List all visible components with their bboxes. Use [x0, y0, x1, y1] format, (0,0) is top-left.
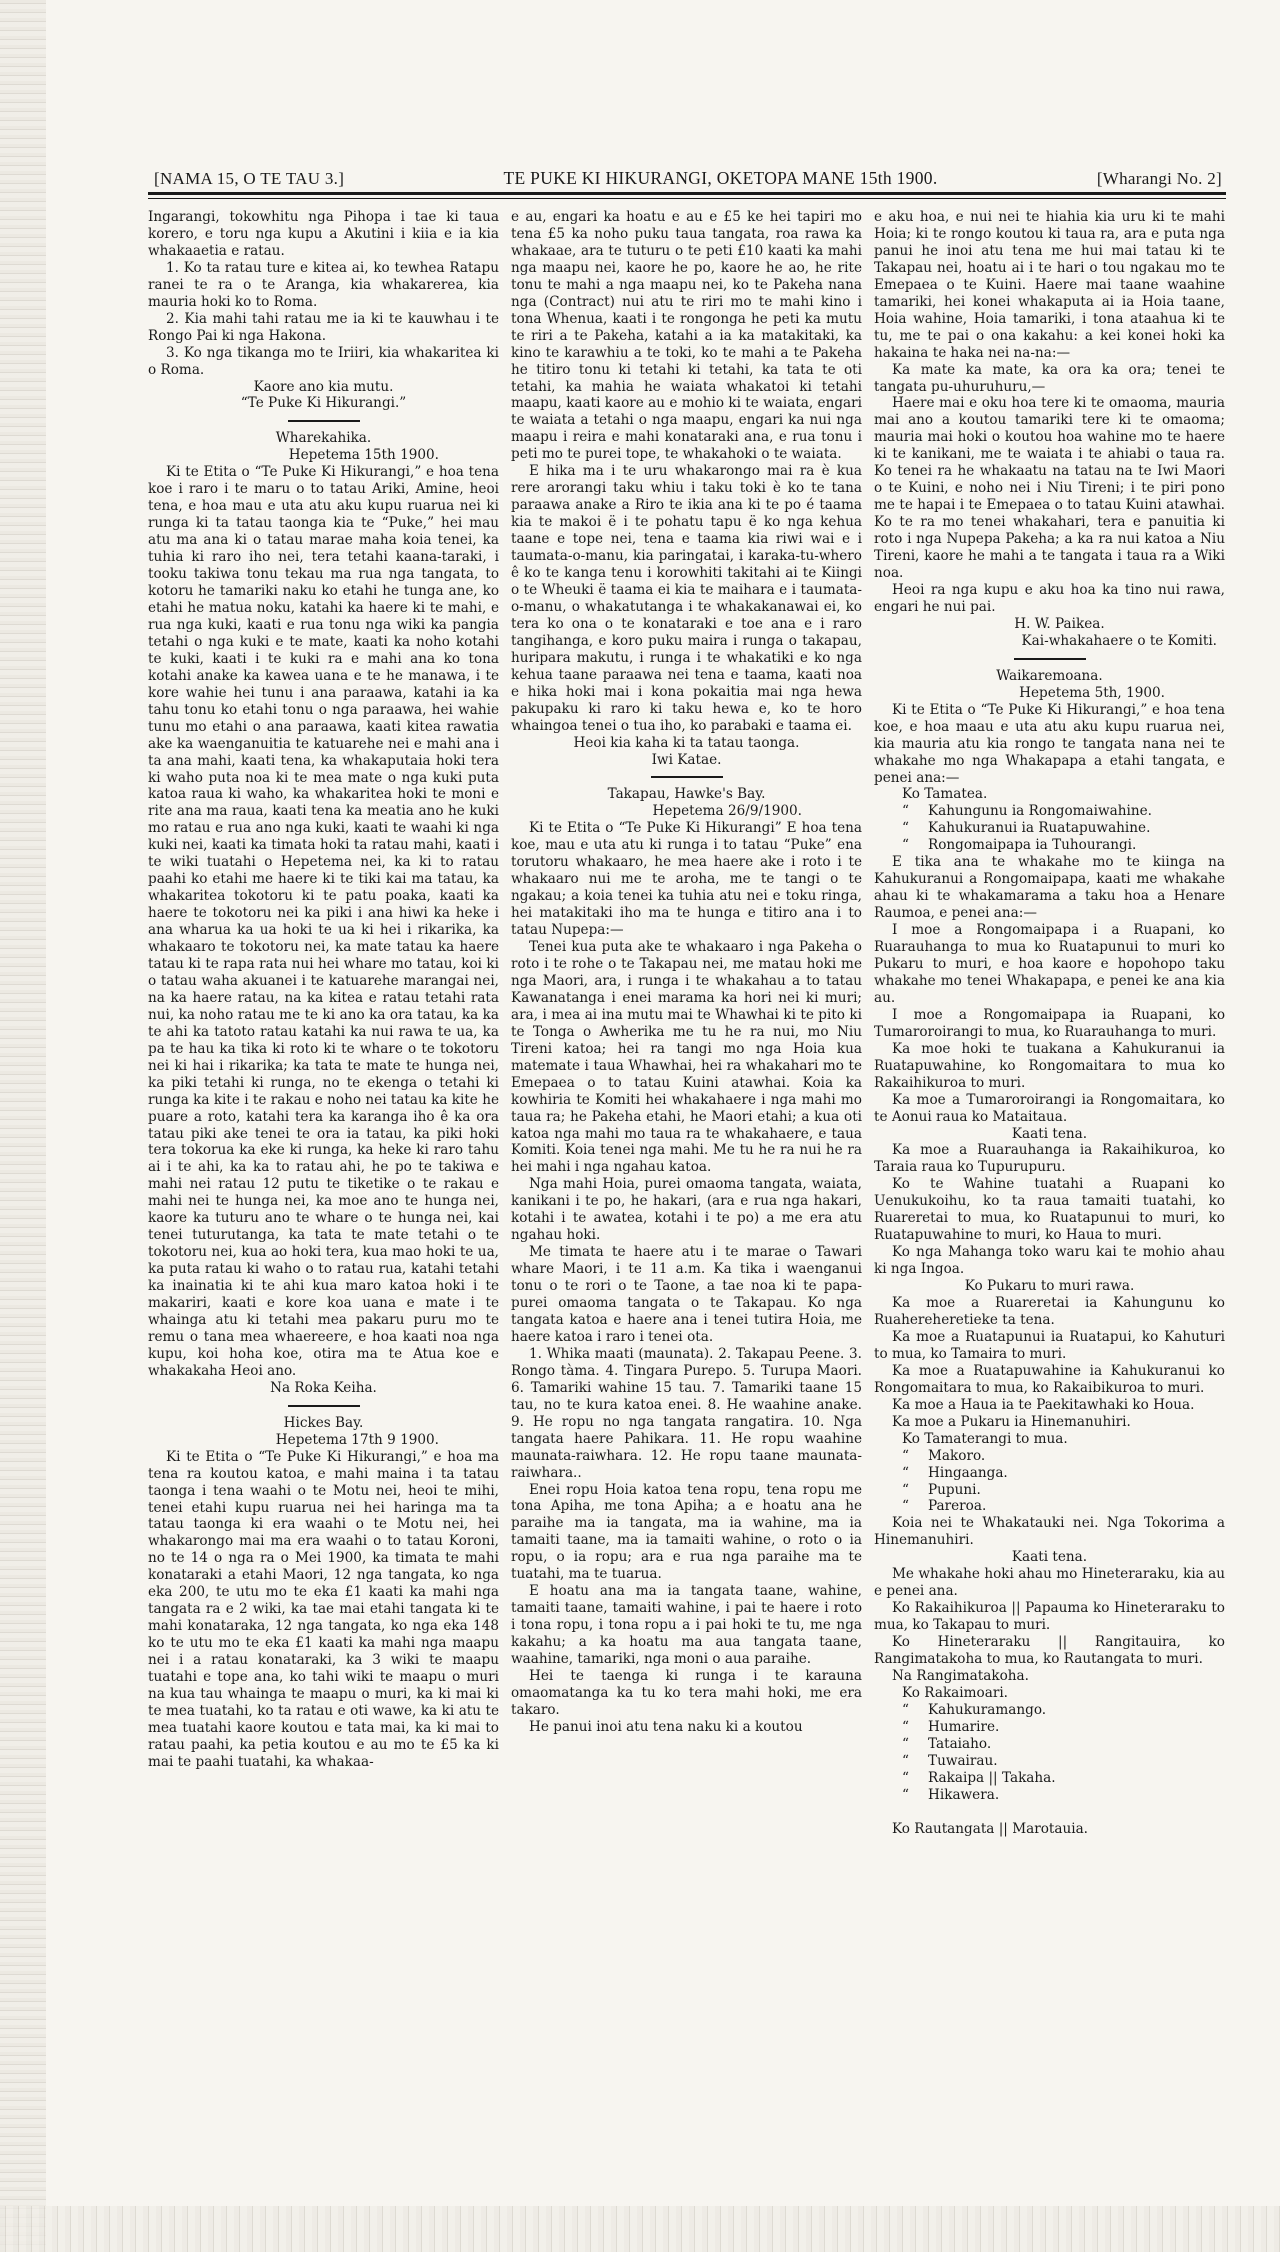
letter-paragraph: Ka moe a Pukaru ia Hinemanuhiri.: [892, 1413, 1131, 1430]
genealogy-line: “ Pupuni.: [902, 1481, 981, 1498]
letter-paragraph: Ka mate ka mate, ka ora ka ora; tenei te tangata pu-uhuruhuru,—: [874, 361, 1225, 395]
letter-paragraph: Heoi ra nga kupu e aku hoa ka tino nui rawa, engari he nui pai.: [874, 581, 1225, 615]
letter-date: Hepetema 5th, 1900.: [1019, 684, 1165, 701]
genealogy-line: “ Kahukuramango.: [902, 1701, 1047, 1718]
letter-paragraph: Koia nei te Whakatauki nei. Nga Tokorima a Hinemanuhiri.: [874, 1515, 1225, 1549]
ditto-mark: “: [902, 1752, 909, 1769]
section-break: Ko Pukaru to muri rawa.: [964, 1278, 1135, 1295]
scan-edge-left: [0, 0, 46, 2252]
letter-paragraph: Ki te Etita o “Te Puke Ki Hikurangi,” e hoa ma tena ra koutou katoa, e mahi maina i ta tatau taonga i tena waahi o te Motu nei, heoi te mihi, tenei etahi kupu ruarua nei hei haringa ma ta tatau taonga ki era waahi o te Motu nei, hei whakarongo mai ma era waahi o to tatau Koroni, no te 14 o nga ra o Mei 1900, ka timata te mahi konataraki a etahi Maori, 12 nga tangata, ko nga eka 200, te utu mo te eka £1 kaati ka mahi nga tangata ra e 2 wiki, ka tae mai etahi tangata ki te mahi konataraka, 12 nga tangata, ko nga eka 148 ko te utu mo te eka £1 kaati ka mahi nga maapu nei i a ratau konataraki, ka 3 wiki te maapu tuatahi e tope ana, ko tahi wiki te maapu o muri na kua tau whainga te maapu o muri, ka ki mai ki te mea tuatahi, ko ta ratau e oti wawe, ka ki atu te mea tuatahi kaore koutou e tata mai, ka ki mai to ratau paahi, ka petia koutou e au mo te £5 ka ki mai te paahi tuatahi, ka whakaa-: [148, 1448, 499, 1770]
newspaper-title: TE PUKE KI HIKURANGI, OKETOPA MANE 15th 1900.: [503, 168, 938, 188]
letter-paragraph: Ka moe a Ruarauhanga ia Rakaihikuroa, ko Taraia raua ko Tupurupuru.: [874, 1142, 1225, 1176]
letter-paragraph: Ko Rautangata || Marotauia.: [892, 1820, 1089, 1837]
ditto-mark: “: [902, 1718, 909, 1735]
letter-paragraph: Ka moe a Ruatapuwahine ia Kahukuranui ko Rongomaitara to mua, ko Rakaibikuroa to muri.: [874, 1362, 1225, 1396]
ditto-mark: “: [902, 1701, 909, 1718]
scan-edge-bottom: [0, 2206, 1280, 2252]
genealogy-line: “ Kahungunu ia Rongomaiwahine.: [902, 803, 1152, 820]
letter-paragraph: Ko Rakaihikuroa || Papauma ko Hineteraraku to mua, ko Takapau to muri.: [874, 1600, 1225, 1634]
section-divider: [651, 776, 723, 778]
letter-paragraph: Me whakahe hoki ahau mo Hineteraraku, kia au e penei ana.: [874, 1566, 1225, 1600]
letter-paragraph: Ki te Etita o “Te Puke Ki Hikurangi,” e hoa tena koe i raro i te maru o to tatau Ariki, Amine, heoi tena, e hoa mau e uta atu aku kupu ruarua nei ki runga ki ta tatau taonga kia te “Puke,” hei mau atu ma ana ki o tatau marae maha koia tenei, ka tuhia ki raro iho nei, tera tetahi kaana-taraki, i tooku takiwa tonu tekau ma rua nga tangata, to kotoru he tamariki naku ko etahi he tunga ane, ko etahi he matua noku, katahi ka haere ki te mahi, e rua nga kuki, kaati e rua tonu nga wiki ka pangia tetahi o nga kuki e te mate, kaati ka noho kotahi te kuki, kaati i te kuki ra e mahi ana ko tona kotahi anake ka kawea uana e te he manawa, i te kore wahie hei tunu i ana paraawa, katahi ia ka tahu tonu ko etahi tonu o nga paraawa, hei wahie tunu mo etahi o ana paraawa, kaati kitea rawatia ake ka waenganuitia te katuarehe nei e mahi ana i ta ana mahi, kaati tena, ka whakaputaia hoki tera ki waho puta noa ki te mea mate o nga kuki puta katoa raua ki waho, ka whakaritea hoki te moni e rite ana ma raua, kaati tena ka meatia ano he kuki mo ratau e rua ano nga kuki, kaati te waahi ki nga kuki nei, kaati ka timata hoki ta ratau mahi, kaati i te wiki tuatahi o Hepetema nei, ka ki to ratau paahi ko etahi me haere ki te tiki kai ma tatau, ka whakaritea tokotoru ki te patu poaka, kaati ka haere te tokotoru nei ka piki i ana hiwi ka heke i ana wharua ka ua hoki te ua ki hei i rikarika, ka whakaaro te tokotoru nei, ka mate tatau ka haere tatau ki te rapa rata nui hei whare mo tatau, koi ki o tatau waha akuanei i te katuarehe marangai nei, na ka haere ratau, na ka kitea e ratau tetahi rata nui, ka noho ratau me te ki ano ka ora tatau, ka ka te ahi ka tatoto ratau katahi ka nui rawa te ua, ka pa te hau ka tika ki roto ki te whare o te tokotoru nei ki hai i rikarika; ka tata te mate te hunga nei, ka piki tetahi ki runga, no te ekenga o tetahi ki runga ka kite i te rakau e noho nei tatau ka kite he puare a roto, katahi tera ka karanga iho ê ka ora tatau piki ake tenei te ora ia tatau, ka piki hoki tera tokorua ka eke ki runga, ka heke ki raro tahu ai i te ahi, ka ka to ratau ahi, he po te takiwa e mahi nei ratau 12 putu te tiketike o te rakau e mahi nei te hunga nei, ka moe ano te hunga nei, kaore ka tuturu ano te whare o te hunga nei, kai tenei tuturutanga, ka tata te mate tetahi o te tokotoru nei, kua ao hoki tera, kua mao hoki te ua, ka puta ratau ki waho o to ratau rua, katahi tetahi ka inainatia ki te ahi kua maro katoa hoki i te makariri, kaati e kore koa uana e mate i te whainga atu ki tetahi mea pakaru puru mo te remu o tana mea whaereere, e hoa kaati noa nga kupu, koi hoha koe, otira ma te Atua koe e whakakaha Heoi ano.: [148, 464, 499, 1379]
letter-paragraph: Na Rangimatakoha.: [892, 1668, 1029, 1685]
letter-paragraph: I moe a Rongomaipapa i a Ruapani, ko Ruarauhanga to mua ko Ruatapunui to muri ko Pukaru to muri, e hoa kaore e hopohopo taku whakahe mo tenei Whakapapa, e penei ke ana kia au.: [874, 922, 1225, 1006]
letter-date: Hepetema 26/9/1900.: [652, 803, 802, 820]
masthead: [148, 168, 1226, 195]
letter-paragraph: E hika ma i te uru whakarongo mai ra è kua rere arorangi taku whiu i taku toki è ko te tana paraawa anake a Riro te ikia ana ki te po é taama kia te makoi ë i te pohatu tapu ë ko nga kehua taane e tope nei, tena e taama kia riwi wai e i taumata-o-manu, kia paringatai, i karaka-tu-whero ê ko te kanga tenu i korowhiti takitahi ai te Kiingi o te Wheuki ë taama ei kia te maihara e i taumata-o-manu, o whakatutanga i te whakakanawai ei, ko tera ko ona o te konataraki e toe ana e i raro tangihanga, e koro puku maira i runga o takapau, huripara makutu, i runga i te whakatiki e ko nga kehua taane paraawa nei tena e taama, kaati noa e hika hoki mai i kona pokaitia mai nga hewa pakupaku ki raro ki taku hewa e, ko te horo whaingoa tenei o tua iho, ko parabaki e taama ei.: [511, 463, 862, 734]
ditto-mark: “: [902, 1498, 909, 1515]
letter-place: Waikaremoana.: [996, 667, 1103, 684]
letter-paragraph: Ka moe a Tumaroroirangi ia Rongomaitara, ko te Aonui raua ko Mataitaua.: [874, 1091, 1225, 1125]
letter-paragraph: Ka moe a Haua ia te Paekitawhaki ko Houa.: [892, 1396, 1195, 1413]
letter-date: Hepetema 17th 9 1900.: [275, 1431, 439, 1448]
section-break: Kaati tena.: [1011, 1549, 1088, 1566]
article-signature: “Te Puke Ki Hikurangi.”: [240, 395, 407, 412]
letter-paragraph: e aku hoa, e nui nei te hiahia kia uru ki te mahi Hoia; ki te rongo koutou ki taua ra, ara e puta nga panui he inoi atu tena me hui mai tatau ki te Takapau nei, hoatu ai i te hari o tou ngakau mo te Emepaea o te Kuini. Haere mai taane waahine tamariki, hei konei whakaputa ai ia Hoia taane, Hoia wahine, Hoia tamariki, i tona ataahua ki te tu, me te pai o ona kakahu: a kei konei hoki ka hakaina te haka nei na-na:—: [874, 209, 1225, 361]
letter-paragraph: Ko te Wahine tuatahi a Ruapani ko Uenukukoihu, ko ta raua tamaiti tuatahi, ko Ruareretai to mua, ko Ruatapunui to muri, ko Ruatapuwahine to muri, ko Haua to muri.: [874, 1176, 1225, 1244]
letter-paragraph: Ko nga Mahanga toko waru kai te mohio ahau ki nga Ingoa.: [874, 1244, 1225, 1278]
section-divider: [1014, 658, 1086, 660]
section-divider: [288, 420, 360, 422]
letter-paragraph: Ka moe a Ruatapunui ia Ruatapui, ko Kahuturi to mua, ko Tamaira to muri.: [874, 1328, 1225, 1362]
section-break: Kaati tena.: [1011, 1125, 1088, 1142]
column-2: [511, 209, 862, 1838]
letter-paragraph: E hoatu ana ma ia tangata taane, wahine, tamaiti taane, tamaiti wahine, i pai te haere i roto i tona ropu, i tona ropu a i pai hoki te tu, me nga kakahu; a ka hoatu ma aua tangata taane, waahine, tamariki, nga moni o aua paraihe.: [511, 1583, 862, 1668]
genealogy-line: Ko Tamaterangi to mua.: [902, 1430, 1068, 1447]
ditto-mark: “: [902, 1447, 909, 1464]
letter-paragraph: Ka moe hoki te tuakana a Kahukuranui ia Ruatapuwahine, ko Rongomaitara to mua ko Rakaihikuroa to muri.: [874, 1040, 1225, 1091]
ditto-mark: “: [902, 1769, 909, 1786]
article-paragraph: 3. Ko nga tikanga mo te Iriiri, kia whakaritea ki o Roma.: [148, 344, 499, 378]
columns: [148, 209, 1226, 1838]
letter-paragraph: 1. Whika maati (maunata). 2. Takapau Peene. 3. Rongo tàma. 4. Tingara Purepo. 5. Turupa Maori. 6. Tamariki wahine 15 tau. 7. Tamariki taane 15 tau, no te kura katoa enei. 8. He waahine anake. 9. He ropu no nga tangata rangatira. 10. Nga tangata haere Pahikara. 11. He ropu waahine maunata-raiwhara. 12. He ropu taane maunata-raiwhara..: [511, 1345, 862, 1481]
genealogy-line: “ Hingaanga.: [902, 1464, 1008, 1481]
letter-paragraph: Haere mai e oku hoa tere ki te omaoma, mauria mai ano a koutou tamariki tere ki te omaoma; mauria mai hoki o koutou hoa wahine mo te haere ki te kanikani, me te waiata i te ahiabi o taua ra. Ko tenei ra he whakaatu na tatau na te Iwi Maori o te Kuini, e noho nei i Niu Tireni; i te piri pono me te hapai i te Emepaea o to tatau Kuini atawhai. Ko te ra mo tenei whakahari, tera e panuitia ki roto i nga Nupepa Pakeha; a ka ra nui katoa a Niu Tireni, kaore he mahi a te tangata i taua ra a Wiki noa.: [874, 395, 1225, 582]
letter-paragraph: Ki te Etita o “Te Puke Ki Hikurangi,” e hoa tena koe, e hoa maau e uta atu aku kupu ruarua nei, kia mauria atu kia rongo te tangata nana nei te whakahe mo nga Whakapapa a etahi tangata, e penei ana:—: [874, 701, 1225, 786]
ditto-mark: “: [902, 1481, 909, 1498]
genealogy-line: Ko Tamatea.: [902, 786, 988, 803]
page-number: [Wharangi No. 2]: [1096, 169, 1222, 188]
ditto-mark: “: [902, 1735, 909, 1752]
letter-paragraph: E tika ana te whakahe mo te kiinga na Kahukuranui a Rongomaipapa, kaati me whakahe ahau ki te whakamarama a taku hoa a Henare Raumoa, e penei ana:—: [874, 854, 1225, 922]
letter-signature: Na Roka Keiha.: [270, 1379, 377, 1396]
letter-paragraph: Me timata te haere atu i te marae o Tawari whare Maori, i te 11 a.m. Ka tika i waenganui tonu o te rori o te Taone, a tae noa ki te papa-purei omaoma tangata o te Takapau. Ko nga tangata katoa e haere ana i tenei tutira Hoia, me haere katoa i raro i tenei ota.: [511, 1244, 862, 1345]
letter-date: Hepetema 15th 1900.: [288, 447, 439, 464]
letter-signatory-title: Kai-whakahaere o te Komiti.: [1021, 632, 1217, 649]
ditto-mark: “: [902, 1786, 909, 1803]
genealogy-line: “ Makoro.: [902, 1447, 986, 1464]
letter-paragraph: Enei ropu Hoia katoa tena ropu, tena ropu me tona Apiha, me tona Apiha; a e hoatu ana he paraihe ma ia tangata, ma ia wahine, ma ia tamaiti taane, ma ia tamaiti wahine, o roto o ia ropu, o ia ropu; ara e rua nga paraihe ma te tuatahi, ma te tuarua.: [511, 1481, 862, 1583]
letter-paragraph: Hei te taenga ki runga i te karauna omaomatanga ka tu ko tera mahi hoki, me era takaro.: [511, 1668, 862, 1718]
letter-place: Takapau, Hawke's Bay.: [607, 786, 766, 803]
article-close: Kaore ano kia mutu.: [253, 378, 394, 395]
letter-paragraph: Ki te Etita o “Te Puke Ki Hikurangi” E hoa tena koe, mau e uta atu ki runga i to tatau “Puke” ena torutoru whakaaro, he mea haere ake i roto i te whakaaro nui me te aroha, me te tangi o te ngakau; a koia tenei ka tuhia atu nei e toku ringa, hei matakitaki iho ma te hunga e titiro ana i to tatau Nupepa:—: [511, 820, 862, 939]
letter-paragraph: I moe a Rongomaipapa ia Ruapani, ko Tumaroroirangi to mua, ko Ruarauhanga to muri.: [874, 1006, 1225, 1040]
letter-place: Hickes Bay.: [283, 1414, 364, 1431]
genealogy-line: “ Tataiaho.: [902, 1735, 992, 1752]
article-paragraph: 1. Ko ta ratau ture e kitea ai, ko tewhea Ratapu ranei te ra o te Aranga, kia whakarerea, kia mauria hoki ko to Roma.: [148, 259, 499, 310]
column-3: [874, 209, 1225, 1838]
newspaper-page: [148, 168, 1226, 1838]
letter-paragraph: Tenei kua puta ake te whakaaro i nga Pakeha o roto i te rohe o te Takapau nei, me matau hoki me nga Maori, ara, i runga i te whakahau a to tatau Kawanatanga i enei marama ka hori nei ki muri; ara, i mea ai ina mutu mai te Whawhai ki te pito ki te Tonga o Awherika me tu he ra nui, mo Niu Tireni katoa; hei ra tangi mo nga Hoia kua matemate i taua Whawhai, hei ra whakahari mo te Emepaea o to tatau Kuini atawhai. Koia ka kowhiria te Komiti hei whakahaere i nga mahi mo taua ra; he Pakeha etahi, he Maori etahi; a kua oti katoa nga mahi mo taua ra te whakahaere, e taua Komiti. Koia tenei nga mahi. Me tu he ra nui he ra hei mahi i nga ngahau katoa.: [511, 939, 862, 1176]
letter-paragraph: Ka moe a Ruareretai ia Kahungunu ko Ruahereheretieke ta tena.: [874, 1295, 1225, 1328]
genealogy-line: “ Rakaipa || Takaha.: [902, 1769, 1056, 1786]
column-1: [148, 209, 499, 1838]
letter-close: Heoi kia kaha ki ta tatau taonga.: [573, 734, 800, 751]
genealogy-line: “ Hikawera.: [902, 1786, 1000, 1803]
genealogy-line: “ Pareroa.: [902, 1498, 987, 1515]
letter-paragraph: Nga mahi Hoia, purei omaoma tangata, waiata, kanikani i te po, he hakari, (ara e rua nga hakari, kotahi i te awatea, kotahi i te po) a me era atu ngahau hoki.: [511, 1176, 862, 1244]
letter-paragraph: Ko Hineteraraku || Rangitauira, ko Rangimatakoha to mua, ko Rautangata to muri.: [874, 1634, 1225, 1668]
genealogy-line: “ Tuwairau.: [902, 1752, 998, 1769]
article-paragraph: 2. Kia mahi tahi ratau me ia ki te kauwhau i te Rongo Pai ki nga Hakona.: [148, 310, 499, 344]
letter-place: Wharekahika.: [275, 430, 372, 447]
ditto-mark: “: [902, 1464, 909, 1481]
genealogy-line: “ Humarire.: [902, 1718, 1000, 1735]
genealogy-line: “ Kahukuranui ia Ruatapuwahine.: [902, 820, 1151, 837]
letter-paragraph: e au, engari ka hoatu e au e £5 ke hei tapiri mo tena £5 ka noho puku taua tangata, roa rawa ka whakaae, ara te tuturu o te peti £10 kaati ka mahi nga maapu nei, kaore he po, kaore he ao, he rite tonu te mahi a nga maapu nei, ko te Pakeha nana nga (Contract) nui atu te riri mo te mahi kino i tona Whenua, kaati i te rongonga he peti ka mutu te riri a te Pakeha, katahi a ia ka matakitaki, ka kino te karawhiu a te toki, ko te mahi a te Pakeha he titiro tonu ki tetahi ki tetahi, ka tata te oti tetahi, ka mahia he waiata whakatoi ki tetahi maapu, kaati kaore au e mohio ki te waiata, engari te waiata a tetahi o nga maapu, engari ka nui nga maapu i reira e mahi konataraki ana, e rua tonu i peti mo te purei tope, te whakahoki o te waiata.: [511, 209, 862, 463]
article-paragraph: Ingarangi, tokowhitu nga Pihopa i tae ki taua korero, e toru nga kupu a Akutini i kiia e ia kia whakaaetia e ratau.: [148, 209, 499, 259]
genealogy-line: “ Rongomaipapa ia Tuhourangi.: [902, 837, 1137, 854]
letter-signature: H. W. Paikea.: [1014, 615, 1105, 632]
spacer: [874, 1804, 1225, 1821]
ditto-mark: “: [902, 803, 909, 820]
genealogy-line: Ko Rakaimoari.: [902, 1684, 1008, 1701]
letter-paragraph: He panui inoi atu tena naku ki a koutou: [529, 1718, 803, 1735]
issue-number: [NAMA 15, O TE TAU 3.]: [154, 169, 345, 188]
section-divider: [288, 1405, 360, 1407]
ditto-mark: “: [902, 837, 909, 854]
letter-signature: Iwi Katae.: [651, 751, 722, 768]
ditto-mark: “: [902, 820, 909, 837]
